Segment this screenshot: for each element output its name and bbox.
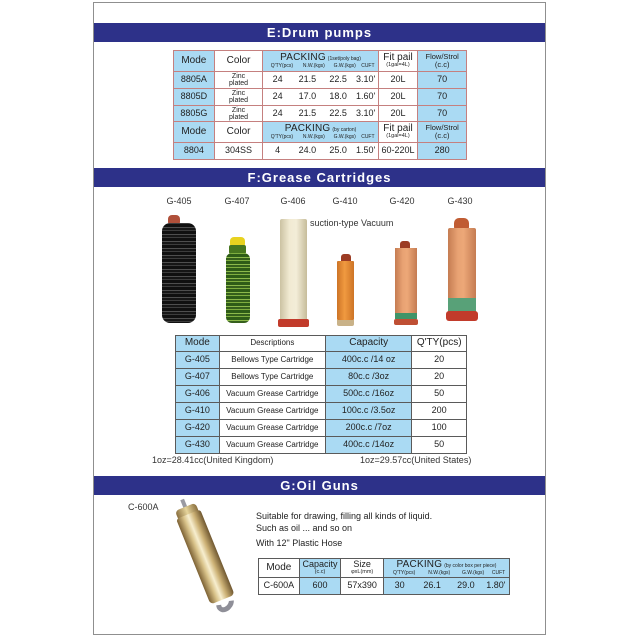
table-header-row xyxy=(176,336,466,351)
cartridge-g410-image xyxy=(337,261,354,320)
table-header-row xyxy=(174,122,466,142)
cell-qty: 50 xyxy=(411,386,466,402)
col-header-flow xyxy=(417,51,466,71)
cell-packing xyxy=(262,143,377,159)
cell-mode: G-407 xyxy=(176,369,219,385)
cell-mode: G-405 xyxy=(176,352,219,368)
table-row xyxy=(176,402,466,419)
packing-sub-qty: Q'TY(pcs) xyxy=(270,62,294,69)
cell-packing xyxy=(262,72,377,88)
cell-capacity: 400c.c /14oz xyxy=(325,437,411,453)
section-header-oil-guns: G:Oil Guns xyxy=(94,476,545,495)
packing-sub-gw: G.W.(kgs) xyxy=(333,62,356,69)
cell-fit-pail: 60-220L xyxy=(378,143,418,159)
cartridge-g406-base xyxy=(278,319,309,327)
packing-nw: 21.5 xyxy=(298,108,317,119)
color-value: Zinc plated xyxy=(229,90,249,104)
col-header-fit-pail xyxy=(378,51,418,71)
packing-cuft: 1.60' xyxy=(355,91,376,102)
cell-mode: 8805G xyxy=(174,106,214,122)
packing-sub-nw: N.W.(kgs) xyxy=(302,62,325,69)
col-header-mode: Mode xyxy=(174,51,214,71)
color-value: Zinc plated xyxy=(229,73,249,87)
cell-fit-pail: 20L xyxy=(378,89,418,105)
cell-qty: 100 xyxy=(411,420,466,436)
cell-mode: G-420 xyxy=(176,420,219,436)
col-header-packing xyxy=(262,122,377,142)
packing-gw: 25.0 xyxy=(329,145,347,156)
cell-color xyxy=(214,72,263,88)
packing-sub-gw: G.W.(kgs) xyxy=(333,133,356,140)
table-row xyxy=(174,71,466,88)
cell-description: Bellows Type Cartridge xyxy=(219,369,325,385)
col-header-packing xyxy=(383,559,509,577)
col-header-mode: Mode xyxy=(266,561,292,573)
cell-capacity: 600 xyxy=(299,578,341,594)
table-row xyxy=(176,436,466,453)
cell-capacity: 400c.c /14 oz xyxy=(325,352,411,368)
drum-pumps-polybag-table xyxy=(173,50,467,123)
packing-qty: 24 xyxy=(272,74,283,85)
cartridge-g410-base xyxy=(337,320,354,326)
cell-mode: G-406 xyxy=(176,386,219,402)
oz-note-uk: 1oz=28.41cc(United Kingdom) xyxy=(152,455,274,465)
cartridge-g430-base xyxy=(446,311,478,321)
model-label-g406: G-406 xyxy=(280,196,306,206)
fit-pail-title: Fit pail xyxy=(383,122,413,134)
col-header-fit-pail xyxy=(378,122,418,142)
packing-note: (1set/poly bag) xyxy=(327,56,361,63)
cell-qty: 20 xyxy=(411,352,466,368)
cell-description: Vacuum Grease Cartridge xyxy=(219,386,325,402)
description-line-2: Such as oil ... and so on xyxy=(256,523,353,533)
cell-qty: 50 xyxy=(411,437,466,453)
col-header-qty: Q'TY(pcs) xyxy=(411,336,466,351)
cell-packing xyxy=(262,106,377,122)
fit-pail-note: (1gal=4L) xyxy=(386,133,410,140)
cell-qty: 20 xyxy=(411,369,466,385)
packing-qty: 24 xyxy=(272,91,283,102)
packing-qty: 30 xyxy=(394,580,405,591)
cell-description: Vacuum Grease Cartridge xyxy=(219,403,325,419)
packing-note: (by carton) xyxy=(332,127,357,134)
oil-gun-description xyxy=(256,510,432,534)
suction-type-annotation: suction-type Vacuum xyxy=(310,218,394,228)
cartridge-g406-image xyxy=(280,219,307,320)
oil-gun-hose-note: With 12" Plastic Hose xyxy=(256,538,343,548)
cell-mode: G-410 xyxy=(176,403,219,419)
flow-title: Flow/Strol xyxy=(425,52,459,62)
cartridge-g407-image xyxy=(226,253,250,323)
cell-mode: 8804 xyxy=(174,143,214,159)
col-header-color: Color xyxy=(214,122,263,142)
cartridge-g420-base xyxy=(394,319,418,325)
oil-guns-table xyxy=(258,558,510,595)
section-header-drum-pumps: E:Drum pumps xyxy=(94,23,545,42)
cell-flow: 70 xyxy=(417,89,466,105)
cell-flow: 70 xyxy=(417,106,466,122)
flow-title: Flow/Strol xyxy=(425,123,459,133)
packing-cuft: 3.10' xyxy=(355,108,376,119)
cartridge-g405-image xyxy=(162,223,196,323)
cell-mode: 8805A xyxy=(174,72,214,88)
page-frame xyxy=(93,2,546,635)
table-row xyxy=(176,419,466,436)
table-row xyxy=(176,368,466,385)
oz-note-us: 1oz=29.57cc(United States) xyxy=(360,455,472,465)
model-label-g410: G-410 xyxy=(332,196,358,206)
packing-note: (by color box per piece) xyxy=(444,563,497,570)
fit-pail-note: (1gal=4L) xyxy=(386,62,410,69)
packing-sub-cuft: CUFT xyxy=(491,569,506,576)
col-header-mode: Mode xyxy=(176,336,219,351)
table-header-row xyxy=(259,559,509,577)
packing-title: PACKING xyxy=(280,52,326,64)
col-header-descriptions: Descriptions xyxy=(219,336,325,351)
col-header-packing xyxy=(262,51,377,71)
cartridge-g430-image xyxy=(448,228,476,298)
oil-gun-image xyxy=(168,494,242,618)
cell-color: 304SS xyxy=(214,143,263,159)
packing-gw: 22.5 xyxy=(329,74,347,85)
packing-sub-nw: N.W.(kgs) xyxy=(428,569,451,576)
color-value: Zinc plated xyxy=(229,107,249,121)
size-note: φxL(mm) xyxy=(351,568,374,575)
table-row xyxy=(176,351,466,368)
packing-gw: 29.0 xyxy=(457,580,475,591)
fit-pail-title: Fit pail xyxy=(383,51,413,63)
cell-fit-pail: 20L xyxy=(378,72,418,88)
cell-description: Bellows Type Cartridge xyxy=(219,352,325,368)
packing-sub-qty: Q'TY(pcs) xyxy=(392,569,416,576)
model-label-g420: G-420 xyxy=(389,196,415,206)
packing-sub-qty: Q'TY(pcs) xyxy=(270,133,294,140)
packing-cuft: 1.50' xyxy=(355,145,376,156)
table-row xyxy=(174,142,466,159)
cell-color xyxy=(214,89,263,105)
cell-capacity: 200c.c /7oz xyxy=(325,420,411,436)
cell-packing xyxy=(383,578,509,594)
cell-description: Vacuum Grease Cartridge xyxy=(219,420,325,436)
packing-gw: 22.5 xyxy=(329,108,347,119)
table-row xyxy=(174,88,466,105)
cell-packing xyxy=(262,89,377,105)
model-label-c600a: C-600A xyxy=(128,502,159,512)
col-header-flow xyxy=(417,122,466,142)
table-row xyxy=(176,385,466,402)
cartridge-g430-band xyxy=(448,298,476,312)
col-header-capacity: Capacity xyxy=(325,336,411,351)
col-header-mode: Mode xyxy=(174,122,214,142)
flow-note: (c.c) xyxy=(434,131,450,140)
packing-cuft: 1.80' xyxy=(486,580,506,591)
model-label-g407: G-407 xyxy=(224,196,250,206)
model-label-g405: G-405 xyxy=(166,196,192,206)
table-row xyxy=(174,105,466,122)
section-header-grease-cartridges: F:Grease Cartridges xyxy=(94,168,545,187)
cell-qty: 200 xyxy=(411,403,466,419)
packing-cuft: 3.10' xyxy=(355,74,376,85)
drum-pumps-carton-table xyxy=(173,121,467,160)
packing-nw: 17.0 xyxy=(298,91,317,102)
col-header-size xyxy=(340,559,383,577)
cell-flow: 280 xyxy=(417,143,466,159)
packing-nw: 24.0 xyxy=(298,145,317,156)
col-header-color: Color xyxy=(214,51,263,71)
table-header-row xyxy=(174,51,466,71)
col-header-capacity xyxy=(299,559,341,577)
packing-qty: 24 xyxy=(272,108,283,119)
packing-sub-cuft: CUFT xyxy=(361,62,375,69)
cell-mode: C-600A xyxy=(263,580,295,591)
cell-size: 57x390 xyxy=(340,578,383,594)
table-row xyxy=(259,577,509,594)
size-title: Size xyxy=(353,559,371,570)
capacity-title: Capacity xyxy=(302,559,338,570)
grease-cartridges-table xyxy=(175,335,467,454)
model-label-g430: G-430 xyxy=(447,196,473,206)
cell-fit-pail: 20L xyxy=(378,106,418,122)
description-line-1: Suitable for drawing, filling all kinds of liquid. xyxy=(256,511,433,521)
capacity-note: (c.c) xyxy=(314,568,326,575)
cell-description: Vacuum Grease Cartridge xyxy=(219,437,325,453)
cell-capacity: 500c.c /16oz xyxy=(325,386,411,402)
cell-capacity: 100c.c /3.5oz xyxy=(325,403,411,419)
packing-nw: 21.5 xyxy=(298,74,317,85)
packing-nw: 26.1 xyxy=(423,580,441,591)
oil-gun-body xyxy=(176,509,235,604)
flow-note: (c.c) xyxy=(434,60,450,69)
cell-capacity: 80c.c /3oz xyxy=(325,369,411,385)
cartridge-g420-image xyxy=(395,248,417,313)
packing-title: PACKING xyxy=(396,559,443,571)
cell-mode: G-430 xyxy=(176,437,219,453)
packing-sub-nw: N.W.(kgs) xyxy=(302,133,325,140)
packing-qty: 4 xyxy=(275,145,281,156)
cell-mode: 8805D xyxy=(174,89,214,105)
packing-title: PACKING xyxy=(284,123,331,135)
cell-color xyxy=(214,106,263,122)
packing-gw: 18.0 xyxy=(329,91,347,102)
cell-flow: 70 xyxy=(417,72,466,88)
packing-sub-cuft: CUFT xyxy=(361,133,375,140)
packing-sub-gw: G.W.(kgs) xyxy=(461,569,485,576)
